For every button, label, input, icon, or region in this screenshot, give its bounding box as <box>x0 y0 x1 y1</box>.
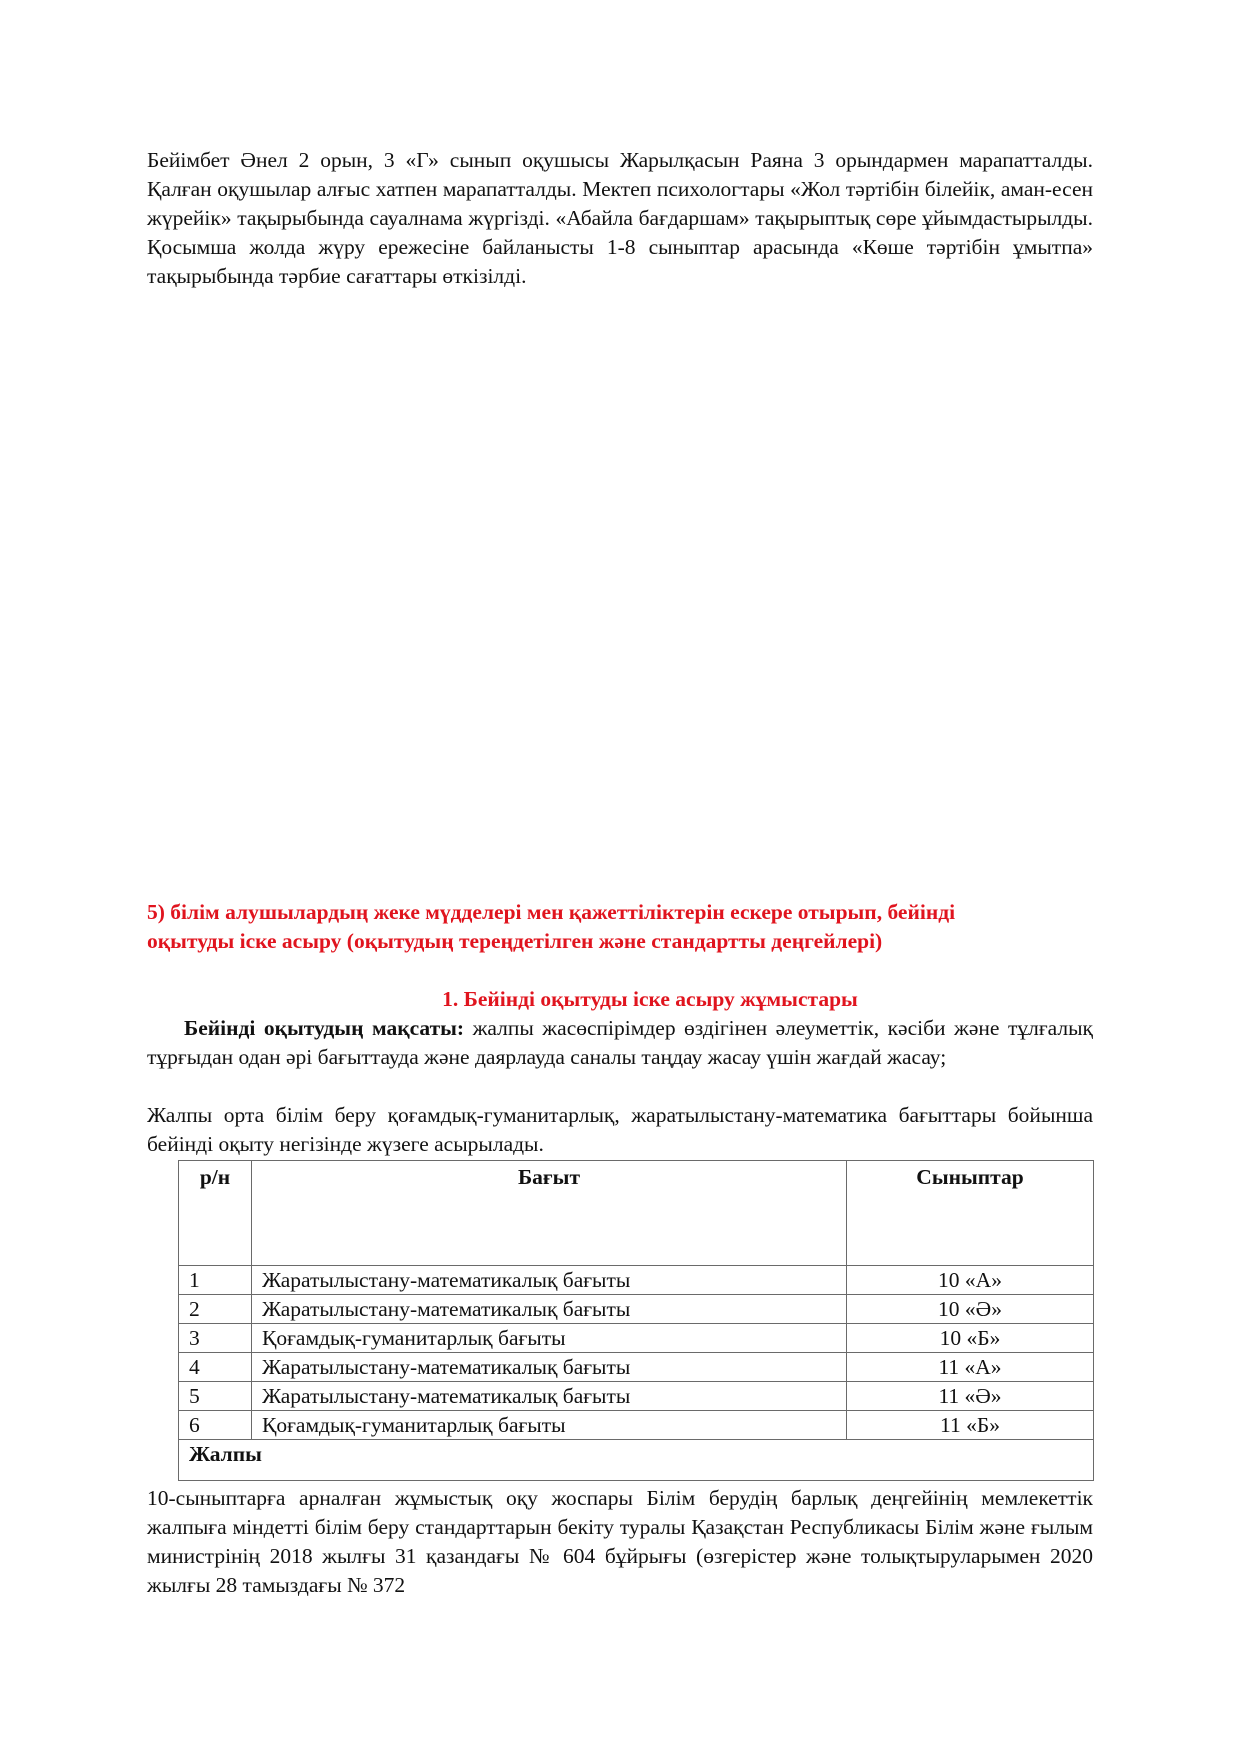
table-row <box>179 1411 1094 1440</box>
table-row <box>179 1382 1094 1411</box>
row-classes: 11 «А» <box>847 1353 1094 1382</box>
paragraph-awards: Бейімбет Әнел 2 орын, 3 «Г» сынып оқушысы Жарылқасын Раяна 3 орындармен марапатталды. Қалған оқушылар алғыс хатпен марапатталды. Мектеп психологтары «Жол тәртібін білейік, аман-есен жүрейік» тақырыбында сауалнама жүргізді. «Абайла бағдаршам» тақырыптық сөре ұйымдастырылды. Қосымша жолда жүру ережесіне байланысты 1-8 сыныптар арасында «Көше тәртібін ұмытпа» тақырыбында тәрбие сағаттары өткізілді. <box>147 148 1093 288</box>
row-num: 3 <box>179 1324 252 1353</box>
header-direction: Бағыт <box>252 1161 847 1266</box>
row-classes: 10 «Б» <box>847 1324 1094 1353</box>
header-classes: Сыныптар <box>847 1161 1094 1266</box>
row-num: 5 <box>179 1382 252 1411</box>
table-row <box>179 1324 1094 1353</box>
profile-table <box>178 1160 1094 1481</box>
goal-text: жалпы жасөспірімдер өздігінен әлеуметтік, кәсіби және тұлғалық тұрғыдан одан әрі бағыттауда және даярлауда саналы таңдау жасау үшін жағдай жасау; <box>147 1016 1093 1069</box>
row-num: 2 <box>179 1295 252 1324</box>
goal-label: Бейінді оқытудың мақсаты: <box>184 1016 465 1040</box>
table-total-row <box>179 1440 1094 1481</box>
row-num: 4 <box>179 1353 252 1382</box>
row-direction: Жаратылыстану-математикалық бағыты <box>252 1353 847 1382</box>
row-direction: Жаратылыстану-математикалық бағыты <box>252 1295 847 1324</box>
profile-table-container <box>178 1160 1094 1481</box>
row-classes: 10 «А» <box>847 1266 1094 1295</box>
table-row <box>179 1266 1094 1295</box>
goal-paragraph <box>147 1014 1093 1072</box>
row-direction: Жаратылыстану-математикалық бағыты <box>252 1382 847 1411</box>
row-classes: 10 «Ә» <box>847 1295 1094 1324</box>
table-row <box>179 1353 1094 1382</box>
intro-paragraph: Жалпы орта білім беру қоғамдық-гуманитарлық, жаратылыстану-математика бағыттары бойынша бейінді оқыту негізінде жүзеге асырылады. <box>147 1103 1093 1156</box>
section-heading: 5) білім алушылардың жеке мүдделері мен қажеттіліктерін ескере отырып, бейінді оқытуды іске асыру (оқытудың тереңдетілген және стандартты деңгейлері) <box>147 900 956 953</box>
row-classes: 11 «Б» <box>847 1411 1094 1440</box>
paragraph-curriculum: 10-сыныптарға арналған жұмыстық оқу жоспары Білім берудің барлық деңгейінің мемлекеттік жалпыға міндетті білім беру стандарттарын бекіту туралы Қазақстан Республикасы Білім және ғылым министрінің 2018 жылғы 31 қазандағы № 604 бұйрығы (өзгерістер және толықтыруларымен 2020 жылғы 28 тамыздағы № 372 <box>147 1486 1093 1597</box>
row-classes: 11 «Ә» <box>847 1382 1094 1411</box>
subheading: 1. Бейінді оқытуды іске асыру жұмыстары <box>442 987 858 1011</box>
row-direction: Қоғамдық-гуманитарлық бағыты <box>252 1324 847 1353</box>
table-row <box>179 1295 1094 1324</box>
total-label: Жалпы <box>179 1440 1094 1481</box>
row-num: 6 <box>179 1411 252 1440</box>
row-direction: Қоғамдық-гуманитарлық бағыты <box>252 1411 847 1440</box>
table-header-row <box>179 1161 1094 1266</box>
header-num: р/н <box>179 1161 252 1266</box>
row-num: 1 <box>179 1266 252 1295</box>
row-direction: Жаратылыстану-математикалық бағыты <box>252 1266 847 1295</box>
